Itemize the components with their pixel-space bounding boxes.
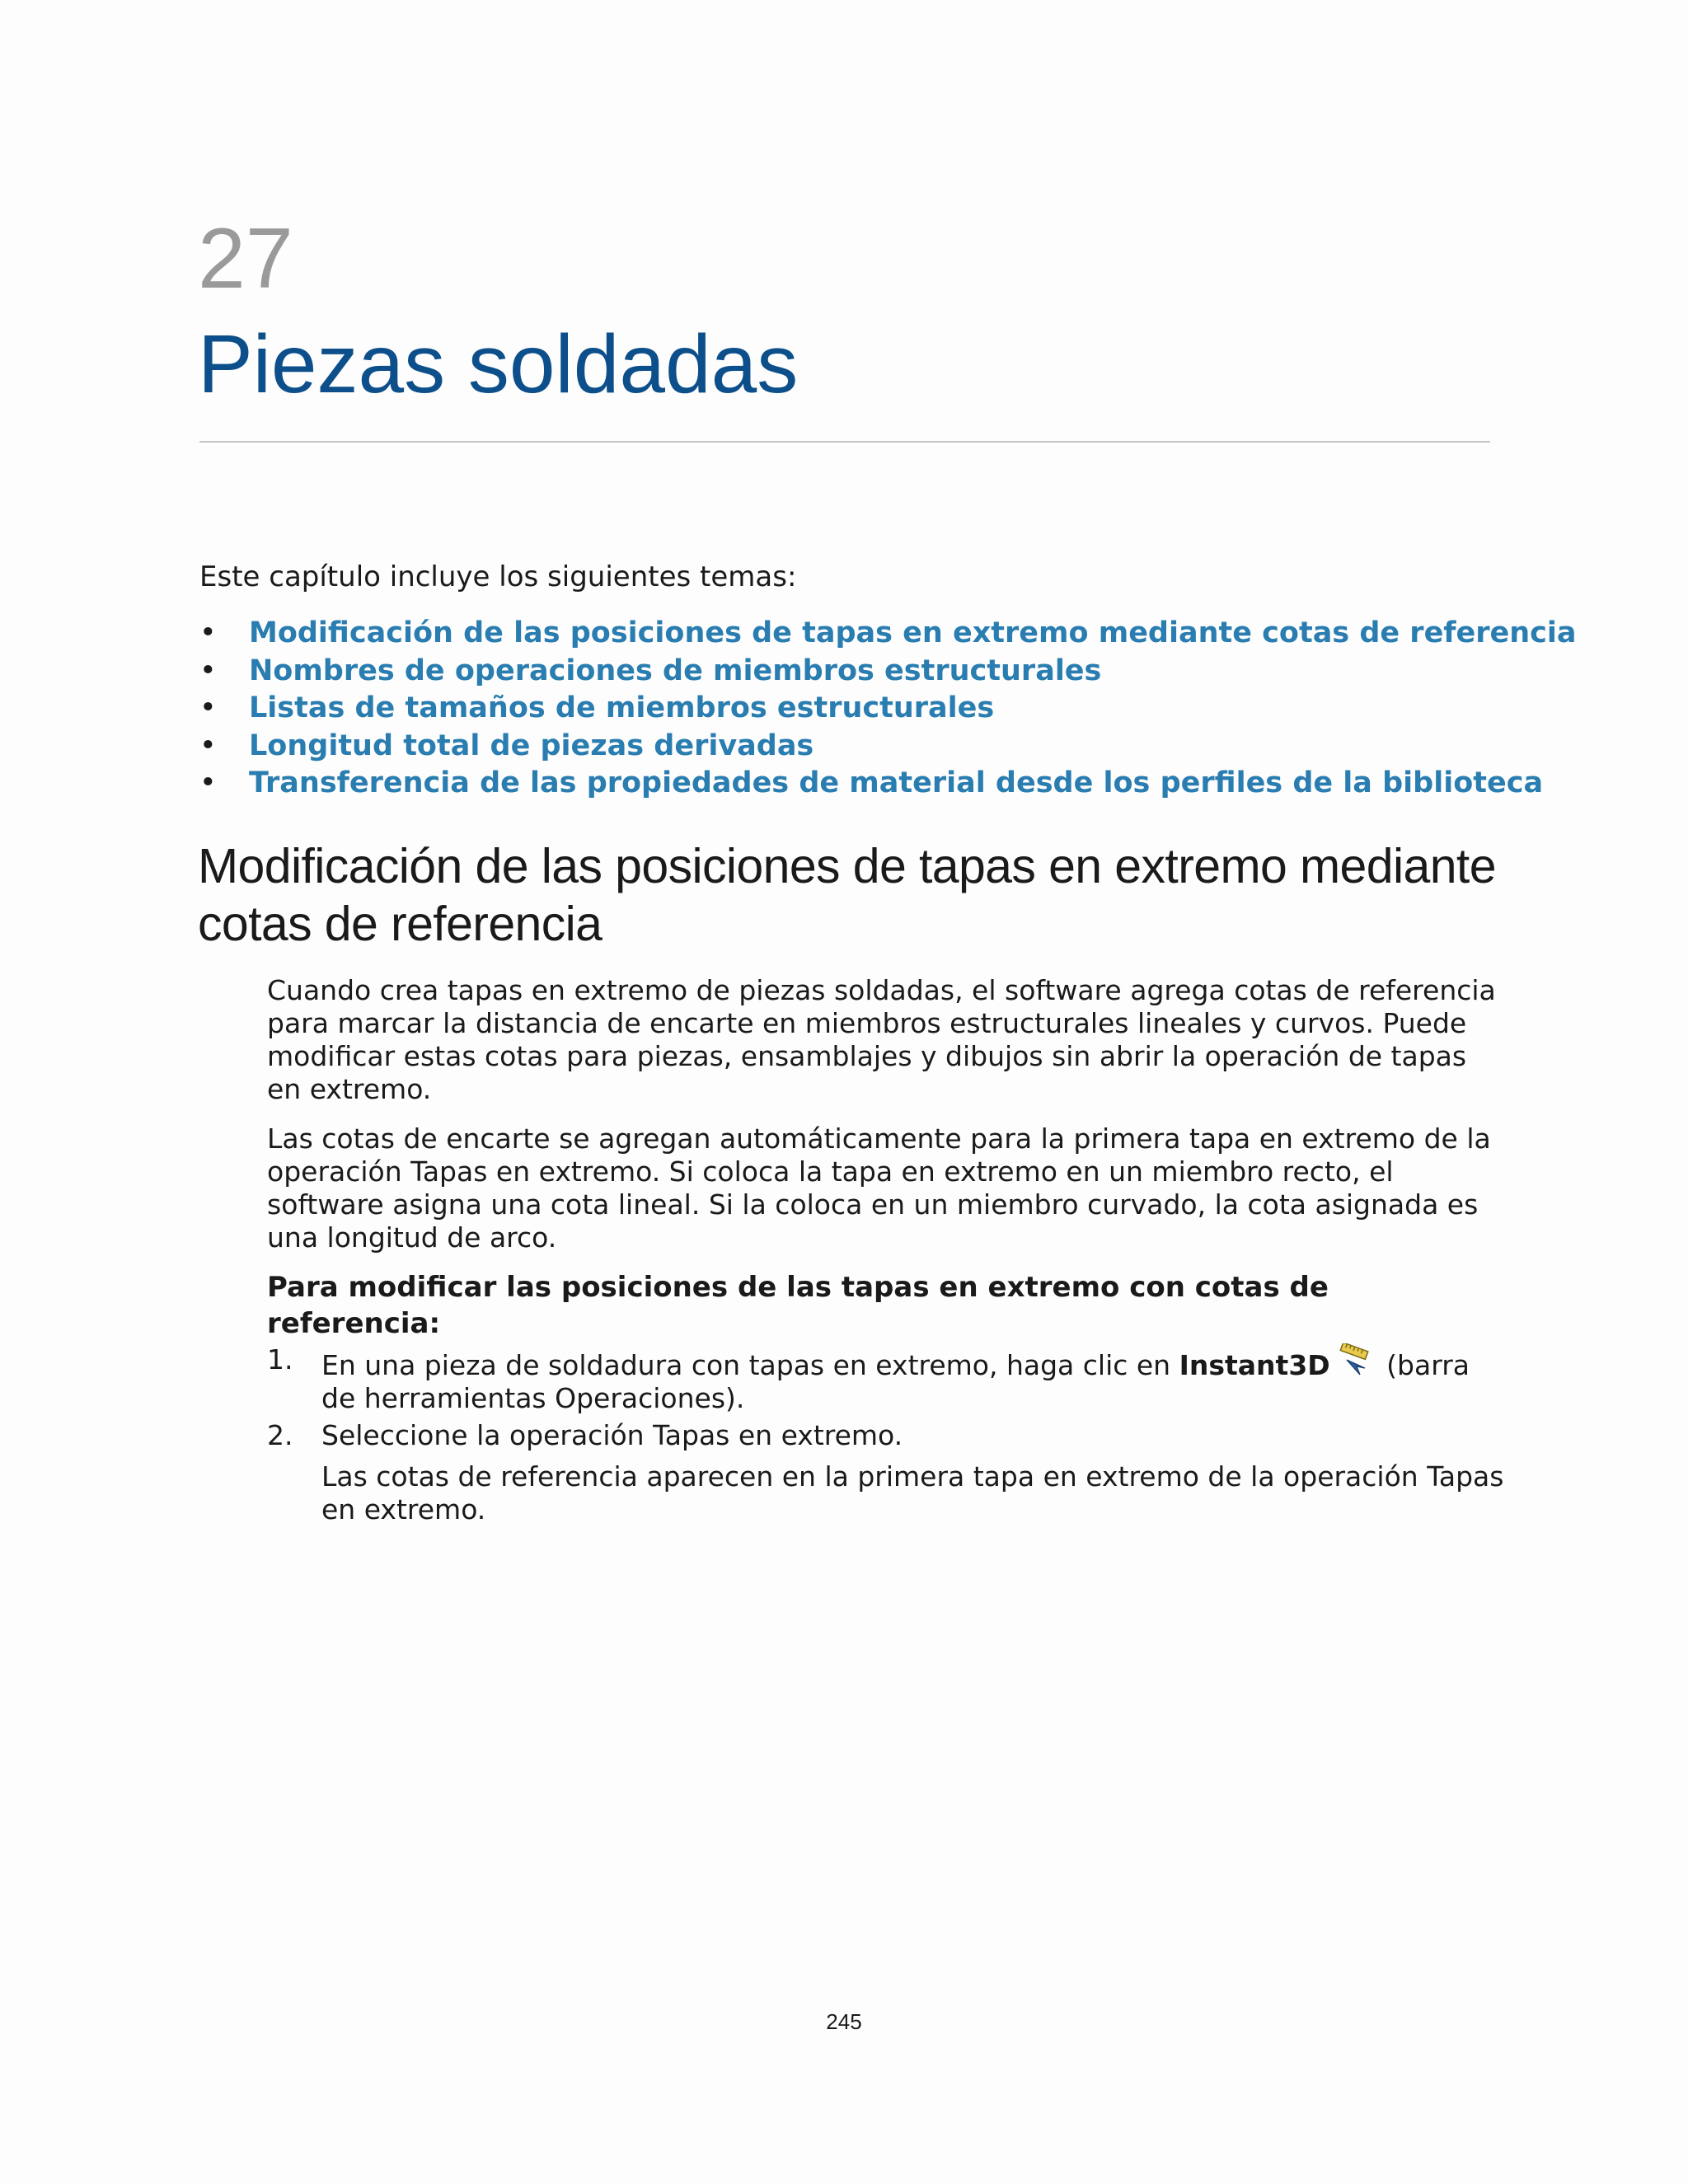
instant3d-label: Instant3D	[1179, 1349, 1330, 1381]
step-text-start: En una pieza de soldadura con tapas en extremo, haga clic en	[321, 1349, 1179, 1381]
step-result: Las cotas de referencia aparecen en la primera tapa en extremo de la operación Tapas en extremo.	[321, 1460, 1504, 1526]
topic-link[interactable]	[199, 690, 1518, 728]
topic-link-label: Listas de tamaños de miembros estructurales	[249, 691, 995, 724]
bullet: •	[199, 691, 217, 724]
title-divider	[199, 441, 1490, 443]
chapter-number: 27	[198, 211, 293, 307]
topic-link[interactable]	[199, 653, 1518, 691]
bullet: •	[199, 729, 217, 762]
page-number: 245	[826, 2009, 862, 2034]
step-text: Seleccione la operación Tapas en extremo.	[321, 1419, 903, 1451]
topic-list	[199, 615, 1577, 803]
body-paragraph: Las cotas de encarte se agregan automáticamente para la primera tapa en extremo de la operación Tapas en extremo. Si coloca la tapa en extremo en un miembro recto, el software asigna una cota lineal. Si la coloca en un miembro curvado, la cota asignada es una longitud de arco.	[267, 1122, 1491, 1254]
chapter-title: Piezas soldadas	[198, 318, 799, 410]
procedure-title: Para modificar las posiciones de las tapas en extremo con cotas de referencia:	[267, 1271, 1329, 1340]
bullet: •	[199, 654, 217, 687]
instant3d-icon	[1335, 1343, 1372, 1378]
step-text	[321, 1343, 1508, 1415]
bullet: •	[199, 766, 217, 799]
intro-text: Este capítulo incluye los siguientes temas:	[199, 560, 797, 593]
topic-link-label: Transferencia de las propiedades de material desde los perfiles de la biblioteca	[249, 766, 1544, 799]
topic-link[interactable]	[199, 728, 1518, 766]
step-text-end: (barra de herramientas Operaciones).	[321, 1349, 1470, 1414]
step-number: 1.	[267, 1343, 293, 1376]
topic-link-label: Longitud total de piezas derivadas	[249, 729, 814, 762]
topic-link-label: Modificación de las posiciones de tapas en extremo mediante cotas de referencia	[249, 616, 1577, 649]
topic-link[interactable]	[199, 615, 1577, 653]
topic-link-label: Nombres de operaciones de miembros estructurales	[249, 654, 1102, 687]
topic-link[interactable]	[199, 765, 1544, 803]
body-paragraph: Cuando crea tapas en extremo de piezas soldadas, el software agrega cotas de referencia para marcar la distancia de encarte en miembros estructurales lineales y curvos. Puede modificar estas cotas para piezas, ensamblajes y dibujos sin abrir la operación de tapas en extremo.	[267, 974, 1496, 1105]
section-heading: Modificación de las posiciones de tapas en extremo mediante cotas de referencia	[198, 839, 1496, 951]
bullet: •	[199, 616, 217, 649]
step-number: 2.	[267, 1419, 293, 1451]
